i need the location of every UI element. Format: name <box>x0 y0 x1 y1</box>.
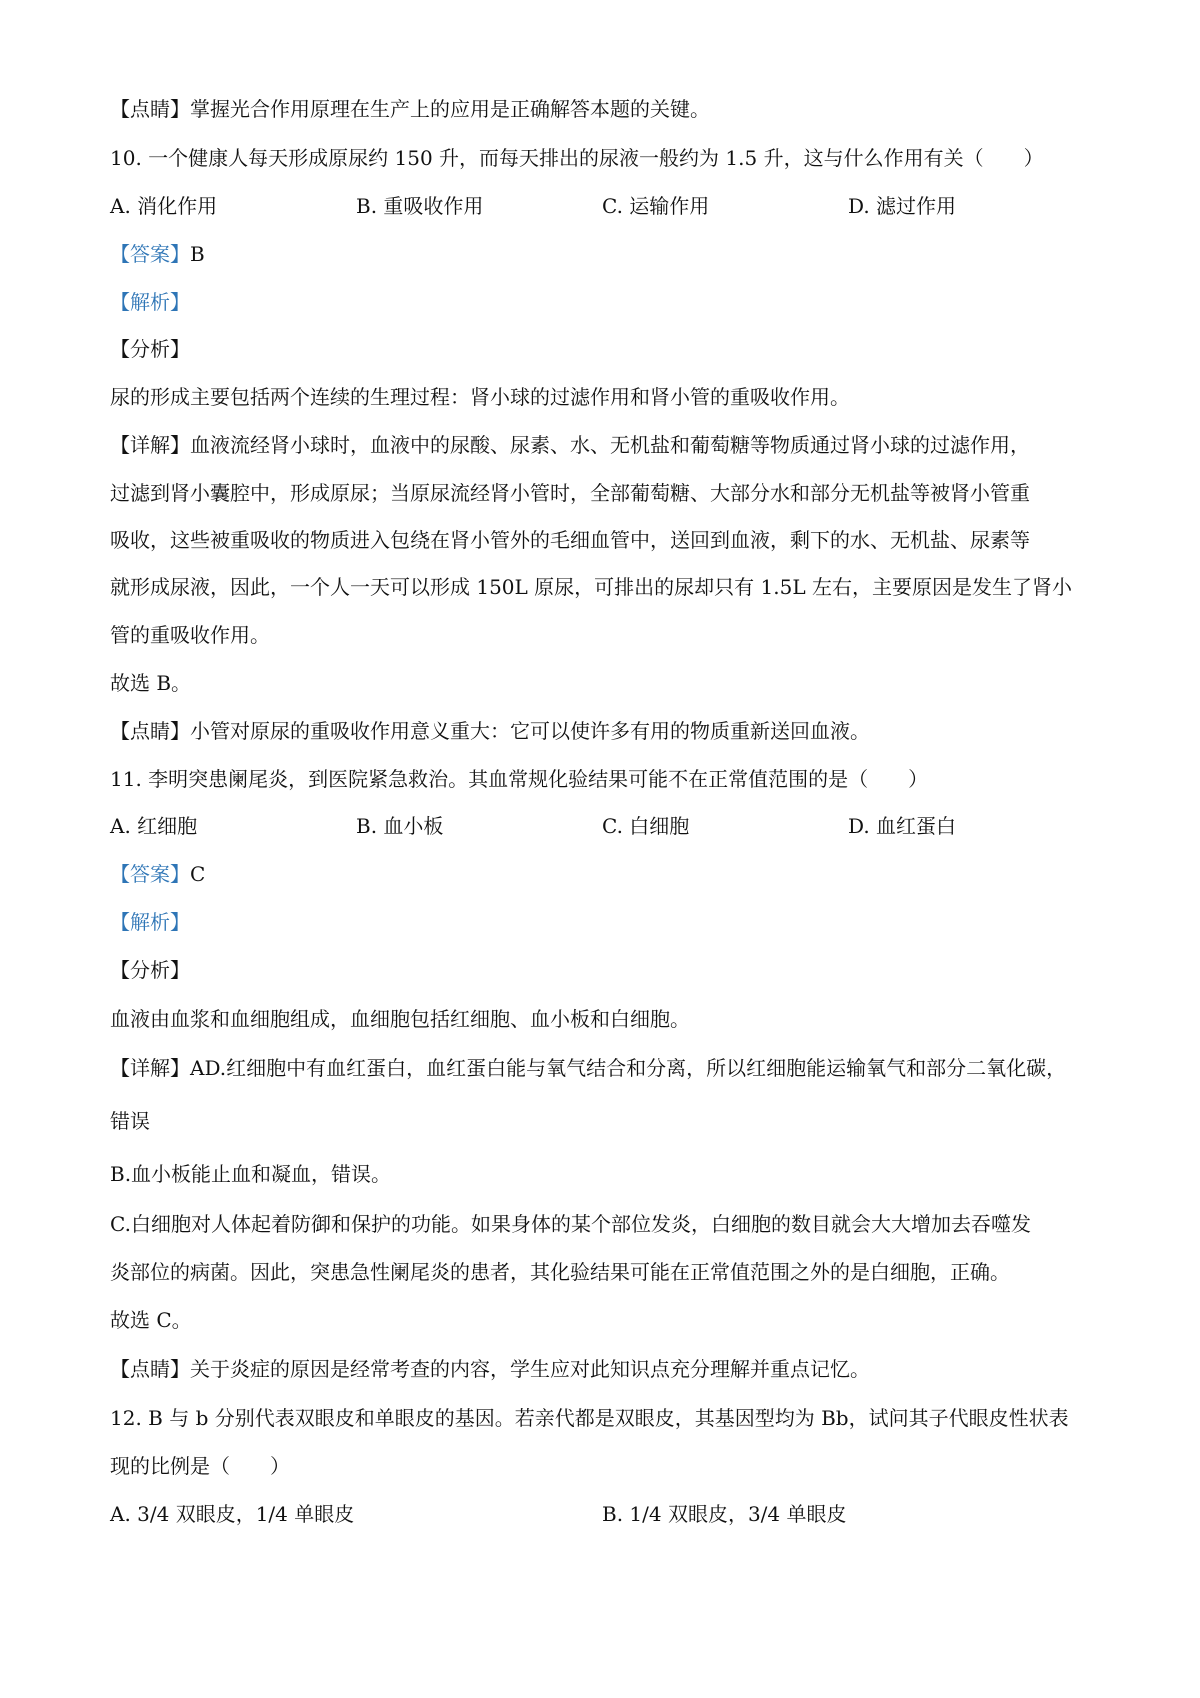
answer-label: 【答案】 <box>110 862 190 886</box>
dianjing-label: 【点睛】 <box>110 719 190 743</box>
xiangjie-line-2: 过滤到肾小囊腔中，形成原尿；当原尿流经肾小管时，全部葡萄糖、大部分水和部分无机盐等被肾小管重 <box>110 481 1030 505</box>
fenxi-label: 【分析】 <box>110 958 190 982</box>
xiangjie-c-line-2: 炎部位的病菌。因此，突患急性阑尾炎的患者，其化验结果可能在正常值范围之外的是白细胞，正确。 <box>110 1260 1010 1284</box>
question-10-stem: 10. 一个健康人每天形成原尿约 150 升，而每天排出的尿液一般约为 1.5 升，这与什么作用有关（ ） <box>110 146 1044 170</box>
xiangjie-c-line-1: C.白细胞对人体起着防御和保护的功能。如果身体的某个部位发炎，白细胞的数目就会大大增加去吞噬发 <box>110 1212 1031 1236</box>
option-b: B. 血小板 <box>356 814 444 838</box>
fenxi-text: 血液由血浆和血细胞组成，血细胞包括红细胞、血小板和白细胞。 <box>110 1007 690 1031</box>
option-b: B. 重吸收作用 <box>356 194 484 218</box>
xiangjie-line-4: 就形成尿液，因此，一个人一天可以形成 150L 原尿，可排出的尿却只有 1.5L 左右，主要原因是发生了肾小 <box>110 575 1072 599</box>
answer-line <box>110 240 1110 268</box>
dianjing-line <box>110 717 1110 745</box>
fenxi-label: 【分析】 <box>110 337 190 361</box>
dianjing-label: 【点睛】 <box>110 97 190 121</box>
question-12-stem-line-1: 12. B 与 b 分别代表双眼皮和单眼皮的基因。若亲代都是双眼皮，其基因型均为 Bb，试问其子代眼皮性状表 <box>110 1406 1069 1430</box>
option-c: C. 白细胞 <box>602 814 690 838</box>
dianjing-label: 【点睛】 <box>110 1357 190 1381</box>
xiangjie-text: 血液流经肾小球时，血液中的尿酸、尿素、水、无机盐和葡萄糖等物质通过肾小球的过滤作用， <box>190 433 1030 457</box>
conclusion: 故选 B。 <box>110 671 192 695</box>
dianjing-line <box>110 95 1110 123</box>
xiangjie-line-ad <box>110 1054 1110 1082</box>
question-12-stem-line-2: 现的比例是（ ） <box>110 1454 290 1478</box>
dianjing-line <box>110 1355 1110 1383</box>
xiangjie-text-ad: AD.红细胞中有血红蛋白，血红蛋白能与氧气结合和分离，所以红细胞能运输氧气和部分二氧化碳， <box>190 1056 1067 1080</box>
answer-label: 【答案】 <box>110 242 190 266</box>
conclusion: 故选 C。 <box>110 1308 192 1332</box>
xiangjie-line-3: 吸收，这些被重吸收的物质进入包绕在肾小管外的毛细血管中，送回到血液，剩下的水、无机盐、尿素等 <box>110 528 1030 552</box>
option-a: A. 3/4 双眼皮，1/4 单眼皮 <box>110 1502 355 1526</box>
xiangjie-b: B.血小板能止血和凝血，错误。 <box>110 1162 392 1186</box>
xiangjie-line-1 <box>110 431 1110 459</box>
xiangjie-ad-cont: 错误 <box>110 1109 150 1133</box>
option-c: C. 运输作用 <box>602 194 710 218</box>
xiangjie-label: 【详解】 <box>110 433 190 457</box>
dianjing-text: 小管对原尿的重吸收作用意义重大：它可以使许多有用的物质重新送回血液。 <box>190 719 870 743</box>
dianjing-text: 关于炎症的原因是经常考查的内容，学生应对此知识点充分理解并重点记忆。 <box>190 1357 870 1381</box>
answer-value: B <box>190 242 205 266</box>
fenxi-text: 尿的形成主要包括两个连续的生理过程：肾小球的过滤作用和肾小管的重吸收作用。 <box>110 385 850 409</box>
jiexi-label: 【解析】 <box>110 910 190 934</box>
question-11-stem: 11. 李明突患阑尾炎，到医院紧急救治。其血常规化验结果可能不在正常值范围的是（ ） <box>110 767 929 791</box>
option-d: D. 血红蛋白 <box>848 814 957 838</box>
option-a: A. 消化作用 <box>110 194 218 218</box>
option-b: B. 1/4 双眼皮，3/4 单眼皮 <box>602 1502 847 1526</box>
xiangjie-label: 【详解】 <box>110 1056 190 1080</box>
answer-line <box>110 860 1110 888</box>
dianjing-text: 掌握光合作用原理在生产上的应用是正确解答本题的关键。 <box>190 97 710 121</box>
answer-value: C <box>190 862 206 886</box>
option-a: A. 红细胞 <box>110 814 198 838</box>
jiexi-label: 【解析】 <box>110 290 190 314</box>
option-d: D. 滤过作用 <box>848 194 957 218</box>
xiangjie-line-5: 管的重吸收作用。 <box>110 623 270 647</box>
